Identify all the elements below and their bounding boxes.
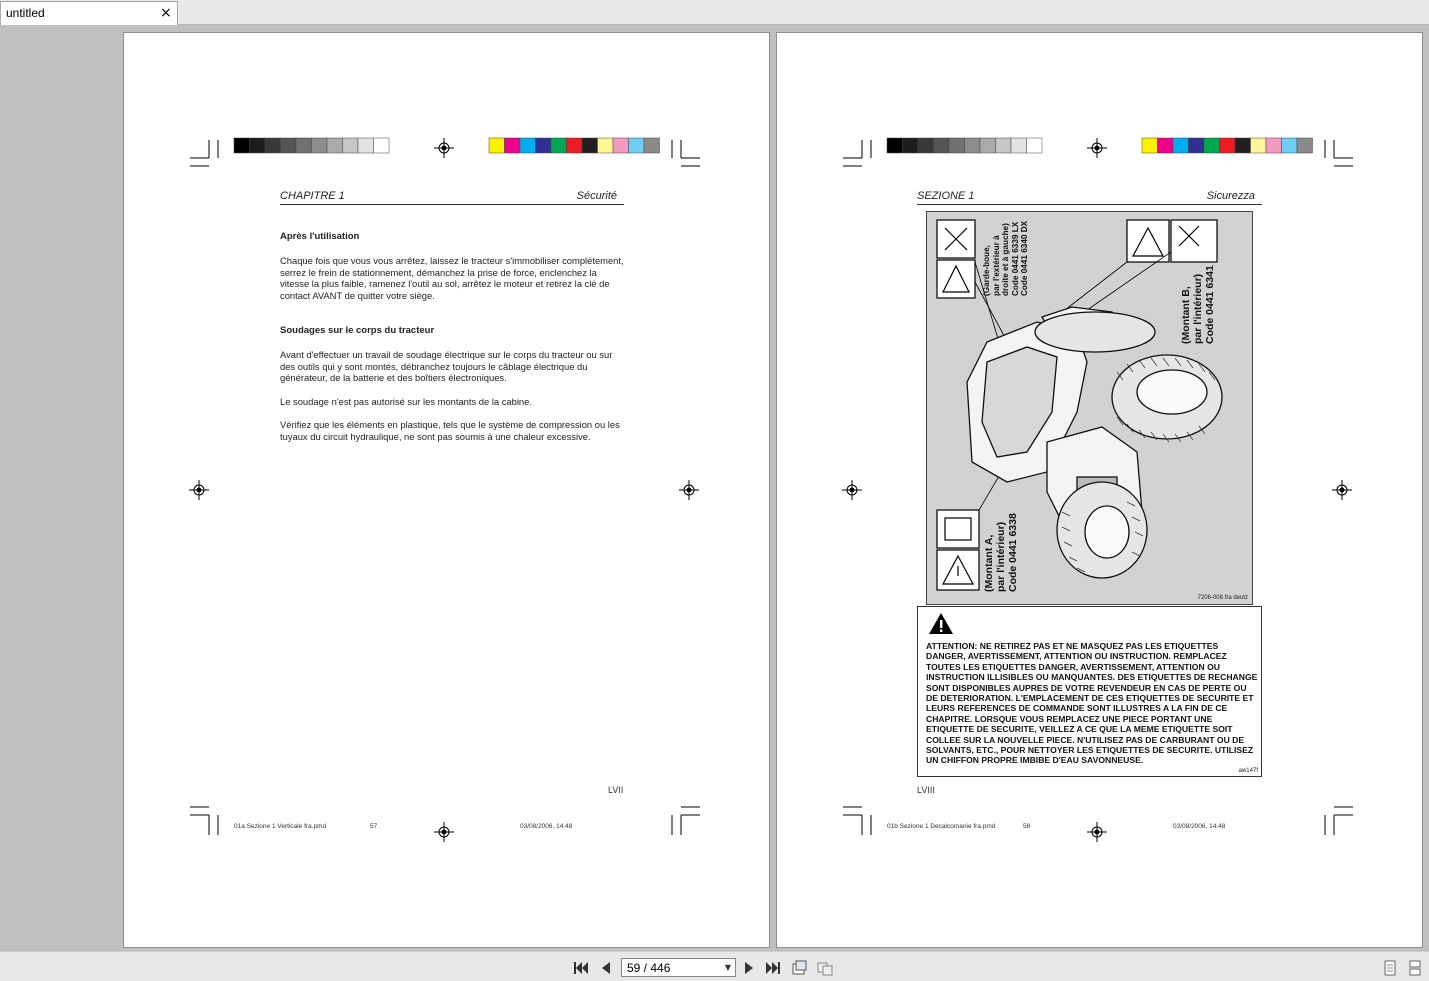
- gray-color-bar: [234, 138, 389, 153]
- color-swatch: [489, 138, 505, 153]
- color-swatch: [1220, 138, 1236, 153]
- registration-mark-right: [679, 480, 699, 500]
- color-swatch: [1204, 138, 1220, 153]
- image-reference: 7206-008 fra deutz: [1197, 595, 1248, 601]
- section-title-after-use: Après l'utilisation: [280, 231, 360, 242]
- crop-mark-bottom-right: [1325, 807, 1353, 835]
- decal-icon-montant-b: [1127, 220, 1217, 262]
- color-swatch: [598, 138, 614, 153]
- close-icon[interactable]: ×: [160, 5, 172, 21]
- color-swatch: [1173, 138, 1189, 153]
- color-swatch: [1251, 138, 1267, 153]
- header-section: Sécurité: [576, 190, 617, 202]
- section-title-welding: Soudages sur le corps du tracteur: [280, 325, 435, 336]
- color-swatch: [1189, 138, 1205, 153]
- document-tab[interactable]: [0, 1, 178, 25]
- label-garde-boue: (Garde-boue, par l'extérieur à droite et à gauche) Code 0441 6339 LX Code 0441 6340 DX: [982, 220, 1030, 296]
- safety-decal-illustration: [926, 211, 1253, 605]
- decal-icon-garde-boue: [937, 220, 975, 298]
- color-swatch: [250, 138, 266, 153]
- color-swatch: [918, 138, 934, 153]
- continuous-icon[interactable]: [1406, 960, 1424, 976]
- page-right: [776, 32, 1423, 948]
- color-swatch: [265, 138, 281, 153]
- footer-page: 58: [1023, 823, 1031, 830]
- print-marks: [124, 33, 770, 948]
- section-body-welding-1: Avant d'effectuer un travail de soudage électrique sur le corps du tracteur ou sur des outils qui y sont montés, débranchez toujours le câblage électrique du générateur, de la batterie et des boîtiers électroniques.: [280, 349, 613, 384]
- navigation-toolbar: [0, 951, 1429, 981]
- color-swatch: [996, 138, 1012, 153]
- color-swatch: [613, 138, 629, 153]
- color-swatch: [296, 138, 312, 153]
- color-swatch: [644, 138, 660, 153]
- color-swatch: [582, 138, 598, 153]
- first-page-icon[interactable]: [572, 960, 590, 976]
- color-swatch: [1142, 138, 1158, 153]
- label-montant-b: (Montant B, par l'intérieur) Code 0441 6341: [1180, 265, 1216, 344]
- document-viewer[interactable]: [0, 25, 1429, 951]
- footer-date: 03/08/2006, 14.48: [520, 823, 573, 830]
- header-title: Sicurezza: [1206, 190, 1255, 202]
- registration-mark-left: [189, 480, 209, 500]
- single-page-icon[interactable]: [1381, 960, 1399, 976]
- footer-page: 57: [370, 823, 378, 830]
- prev-page-icon[interactable]: [597, 960, 615, 976]
- color-swatch: [980, 138, 996, 153]
- color-swatch: [374, 138, 390, 153]
- color-swatch: [1297, 138, 1313, 153]
- crop-mark-top-right: [1325, 140, 1353, 166]
- crop-mark-top-left: [843, 140, 871, 166]
- page-left: [123, 32, 770, 948]
- next-page-icon[interactable]: [740, 960, 758, 976]
- last-page-icon[interactable]: [764, 960, 782, 976]
- crop-mark-bottom-left: [843, 807, 871, 835]
- warning-triangle-icon: [928, 612, 954, 636]
- rotate-icon[interactable]: [790, 960, 808, 976]
- crop-mark-top-right: [672, 140, 700, 166]
- color-swatch: [1282, 138, 1298, 153]
- color-swatch: [234, 138, 250, 153]
- color-swatch: [903, 138, 919, 153]
- color-swatch: [281, 138, 297, 153]
- header-rule: [917, 204, 1262, 205]
- chevron-down-icon[interactable]: ▼: [724, 963, 731, 972]
- color-swatch: [949, 138, 965, 153]
- color-swatch: [343, 138, 359, 153]
- process-color-bar: [489, 138, 660, 153]
- registration-mark-bottom: [434, 822, 454, 842]
- page-indicator: 59 / 446: [627, 961, 671, 975]
- footer-file: 01a Sezione 1 Verticale fra.pmd: [234, 823, 327, 830]
- warning-box: [917, 606, 1262, 777]
- section-body-welding-2: Le soudage n'est pas autorisé sur les montants de la cabine.: [280, 396, 532, 407]
- process-color-bar: [1142, 138, 1313, 153]
- color-swatch: [1027, 138, 1043, 153]
- color-swatch: [965, 138, 981, 153]
- color-swatch: [1158, 138, 1174, 153]
- registration-mark-top: [1087, 138, 1107, 158]
- page-number: LVIII: [917, 785, 935, 795]
- thumbnails-icon[interactable]: [816, 960, 834, 976]
- warning-text: ATTENTION: NE RETIREZ PAS ET NE MASQUEZ PAS LES ETIQUETTES DANGER, AVERTISSEMENT, ATTENTION OU INSTRUCTION. REMPLACEZ TOUTES LES ETIQUETTES DANGER, AVERTISSEMENT, ATTENTION OU INSTRUCTION ILLISIBLES OU MANQUANTES. DES ETIQUETTES DE RECHANGE SONT DISPONIBLES AUPRES DE VOTRE REVENDEUR EN CAS DE PERTE OU DE DETERIORATION. L'EMPLACEMENT DE CES ETIQUETTES DE SECURITE ET LEURS REFERENCES DE COMMANDE SONT ILLUSTRES A LA FIN DE CE CHAPITRE. LORSQUE VOUS REMPLACEZ UNE PIECE PORTANT UNE ETIQUETTE DE SECURITE, VEILLEZ A CE QUE LA MEME ETIQUETTE SOIT COLLEE SUR LA NOUVELLE PIECE. N'UTILISEZ PAS DE CARBURANT OU DE SOLVANTS, ETC., POUR NETTOYER LES ETIQUETTES DE SECURITE. UTILISEZ UN CHIFFON PROPRE IMBIBE D'EAU SAVONNEUSE.: [926, 641, 1258, 766]
- crop-mark-bottom-right: [672, 807, 700, 835]
- warning-reference: aw147f: [1238, 768, 1258, 774]
- footer-date: 03/08/2006, 14.48: [1173, 823, 1226, 830]
- section-body-welding-3: Vérifiez que les éléments en plastique, tels que le système de compression ou les tuyaux du circuit hydraulique, ne sont pas soumis à une chaleur excessive.: [280, 419, 620, 442]
- color-swatch: [887, 138, 903, 153]
- color-swatch: [1266, 138, 1282, 153]
- section-body-after-use: Chaque fois que vous vous arrêtez, laissez le tracteur s'immobiliser complètement, serrez le frein de stationnement, démanchez la prise de force, enclenchez la vitesse la plus faible, ramenez l'outil au sol, arrêtez le moteur et retirez la clé de contact AVANT de quitter votre siège.: [280, 255, 624, 302]
- tab-title: untitled: [6, 6, 45, 20]
- gray-color-bar: [887, 138, 1042, 153]
- color-swatch: [1235, 138, 1251, 153]
- label-montant-a: (Montant A, par l'intérieur) Code 0441 6338: [983, 513, 1019, 592]
- page-number-select[interactable]: [621, 958, 736, 977]
- registration-mark-right: [1332, 480, 1352, 500]
- page-number: LVII: [608, 785, 624, 795]
- registration-mark-bottom: [1087, 822, 1107, 842]
- header-chapter: CHAPITRE 1: [280, 190, 345, 202]
- color-swatch: [551, 138, 567, 153]
- color-swatch: [520, 138, 536, 153]
- color-swatch: [536, 138, 552, 153]
- color-swatch: [327, 138, 343, 153]
- color-swatch: [505, 138, 521, 153]
- color-swatch: [567, 138, 583, 153]
- decal-icon-montant-a: [937, 510, 979, 590]
- footer-file: 01b Sezione 1 Decalcomanie fra.pmd: [887, 823, 996, 830]
- crop-mark-bottom-left: [190, 807, 218, 835]
- color-swatch: [312, 138, 328, 153]
- color-swatch: [358, 138, 374, 153]
- crop-mark-top-left: [190, 140, 218, 166]
- registration-mark-top: [434, 138, 454, 158]
- header-rule: [280, 204, 624, 205]
- color-swatch: [629, 138, 645, 153]
- registration-mark-left: [842, 480, 862, 500]
- color-swatch: [1011, 138, 1027, 153]
- color-swatch: [934, 138, 950, 153]
- tab-bar: [0, 0, 1429, 25]
- header-section: SEZIONE 1: [917, 190, 975, 202]
